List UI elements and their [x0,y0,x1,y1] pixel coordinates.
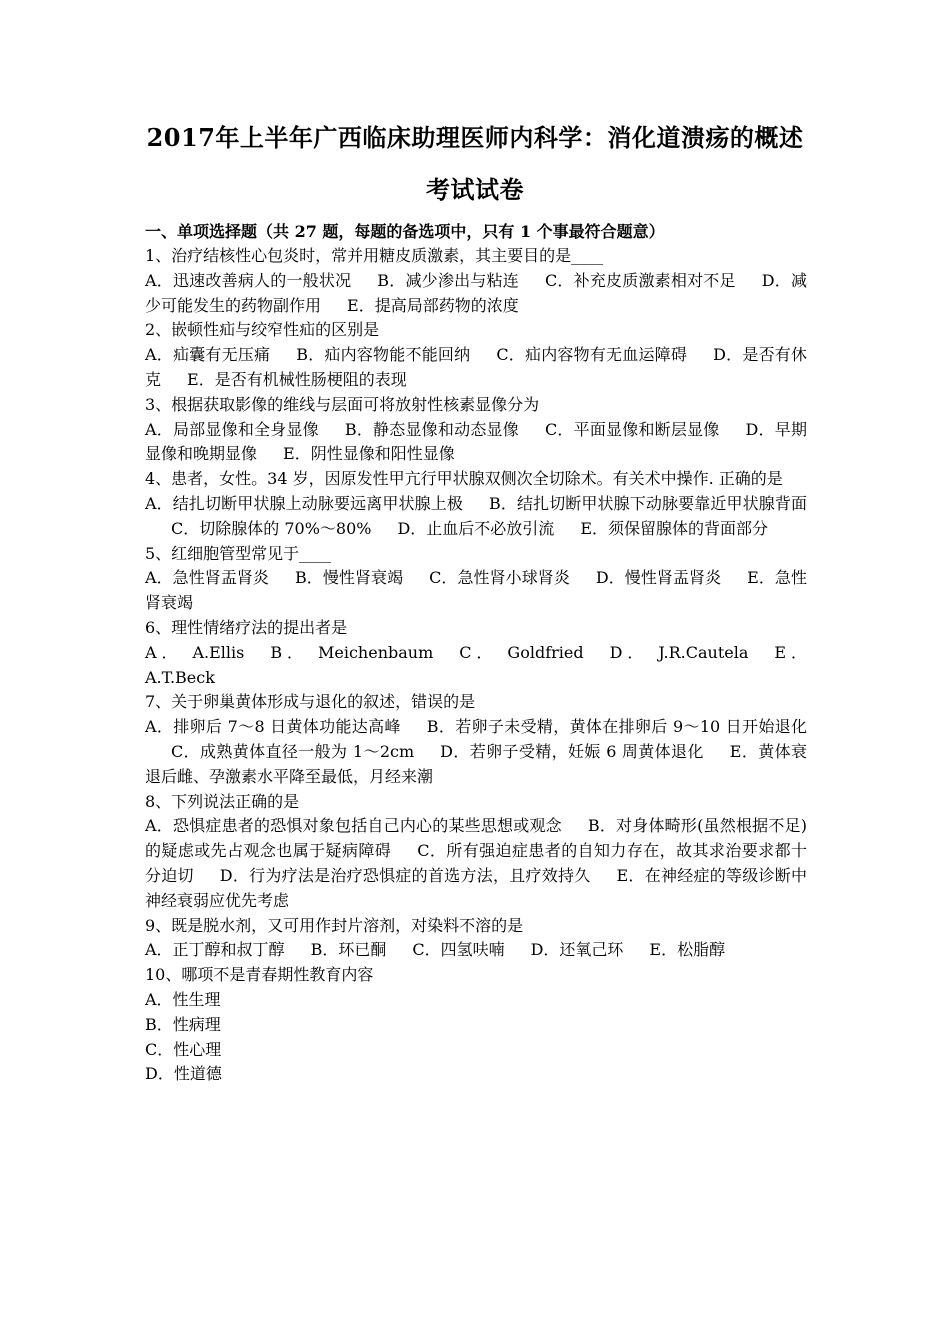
question-item [145,914,807,964]
question-stem: 6、理性情绪疗法的提出者是 [145,617,348,637]
answer-option: A．急性肾盂肾炎 [145,568,269,588]
answer-option: B．静态显像和动态显像 [344,419,519,439]
answer-option: B． Meichenbaum [270,642,434,662]
question-options [145,814,807,913]
answer-option: C．补充皮质激素相对不足 [544,270,736,290]
answer-option: D．慢性肾盂肾炎 [595,568,722,588]
answer-option: A．恐惧症患者的恐惧对象包括自己内心的某些思想或观念 [145,816,562,836]
answer-option: C． Goldfried [459,642,584,662]
answer-option: E．提高局部药物的浓度 [347,295,519,315]
answer-option: C．成熟黄体直径一般为 1～2cm [171,741,415,761]
answer-option: B．性病理 [145,1014,221,1034]
answer-option: A．局部显像和全身显像 [145,419,319,439]
answer-option: A．迅速改善病人的一般状况 [145,270,352,290]
answer-option: A． A.Ellis [145,642,245,662]
question-item [145,690,807,789]
answer-option: E．松脂醇 [649,940,726,960]
answer-option: E．是否有机械性肠梗阻的表现 [187,369,407,389]
answer-option: A．正丁醇和叔丁醇 [145,940,285,960]
answer-option: D．止血后不必放引流 [397,518,555,538]
question-options [145,715,807,789]
answer-option: B．慢性肾衰竭 [295,568,404,588]
answer-option: D．是否有休克 [145,345,807,389]
question-options [145,566,807,616]
answer-option: D．早期显像和晚期显像 [145,419,807,464]
question-options [145,492,807,542]
question-item [145,393,807,467]
question-stem: 7、关于卵巢黄体形成与退化的叙述，错误的是 [145,692,476,712]
answer-option: C．急性肾小球肾炎 [429,568,570,588]
question-stem: 2、嵌顿性疝与绞窄性疝的区别是 [145,320,380,340]
question-options [145,269,807,319]
question-stem: 4、患者，女性。34 岁，因原发性甲亢行甲状腺双侧次全切除术。有关术中操作. 正确的是 [145,469,783,489]
answer-option: A．疝囊有无压痛 [145,345,271,365]
answer-option: B．对身体畸形(虽然根据不足)的疑虑或先占观念也属于疑病障碍 [145,816,807,861]
answer-option: B．减少渗出与粘连 [377,270,519,290]
answer-option: B．疝内容物能不能回纳 [296,345,471,365]
question-options [145,938,807,963]
question-stem: 3、根据获取影像的维线与层面可将放射性核素显像分为 [145,394,540,414]
answer-option: C．所有强迫症患者的自知力存在，故其求治要求都十分迫切 [145,841,807,885]
question-options [145,343,807,393]
question-item [145,616,807,690]
question-list [145,244,807,1087]
answer-option: A．排卵后 7～8 日黄体功能达高峰 [145,717,401,737]
question-item [145,963,807,1087]
question-stem: 9、既是脱水剂，又可用作封片溶剂，对染料不溶的是 [145,915,524,935]
answer-option: B．结扎切断甲状腺下动脉要靠近甲状腺背面 [488,493,807,513]
section-heading: 一、单项选择题（共 27 题，每题的备选项中，只有 1 个事最符合题意） [145,222,665,241]
answer-option: A．性生理 [145,989,221,1009]
question-stem: 10、哪项不是青春期性教育内容 [145,965,374,985]
answer-option: D．若卵子受精，妊娠 6 周黄体退化 [440,741,704,761]
answer-option: D．还氧己环 [530,940,624,960]
answer-option: B．若卵子未受精，黄体在排卵后 9～10 日开始退化 [426,717,807,737]
answer-option: E．黄体衰退后雌、孕激素水平降至最低，月经来潮 [145,741,807,786]
answer-option: E．在神经症的等级诊断中神经衰弱应优先考虑 [145,865,807,910]
answer-option: B．环已酮 [310,940,387,960]
answer-option: D． J.R.Cautela [609,642,749,662]
question-item [145,542,807,616]
question-item [145,467,807,541]
question-stem: 5、红细胞管型常见于____ [145,543,332,563]
answer-option: E．须保留腺体的背面部分 [580,518,768,538]
question-options [145,988,807,1087]
question-item [145,790,807,914]
question-item [145,244,807,318]
answer-option: C．平面显像和断层显像 [544,419,720,439]
answer-option: E．阴性显像和阳性显像 [283,444,455,464]
answer-option: C．切除腺体的 70%～80% [171,518,372,538]
question-stem: 1、治疗结核性心包炎时，常并用糖皮质激素，其主要目的是____ [145,246,604,265]
question-options [145,641,807,691]
answer-option: E． A.T.Beck [145,642,807,687]
question-options [145,418,807,468]
question-stem: 8、下列说法正确的是 [145,791,300,811]
answer-option: C．疝内容物有无血运障碍 [496,345,688,365]
answer-option: C．性心理 [145,1039,222,1059]
document-title: 2017年上半年广西临床助理医师内科学：消化道溃疡的概述考试试卷 [146,123,804,204]
answer-option: D．行为疗法是治疗恐惧症的首选方法，且疗效持久 [219,865,591,885]
answer-option: E．急性肾衰竭 [145,568,807,613]
answer-option: C．四氢呋喃 [412,940,505,960]
answer-option: D．减少可能发生的药物副作用 [145,270,807,315]
question-item [145,318,807,392]
answer-option: D．性道德 [145,1064,222,1084]
answer-option: A．结扎切断甲状腺上动脉要远离甲状腺上极 [145,493,463,513]
